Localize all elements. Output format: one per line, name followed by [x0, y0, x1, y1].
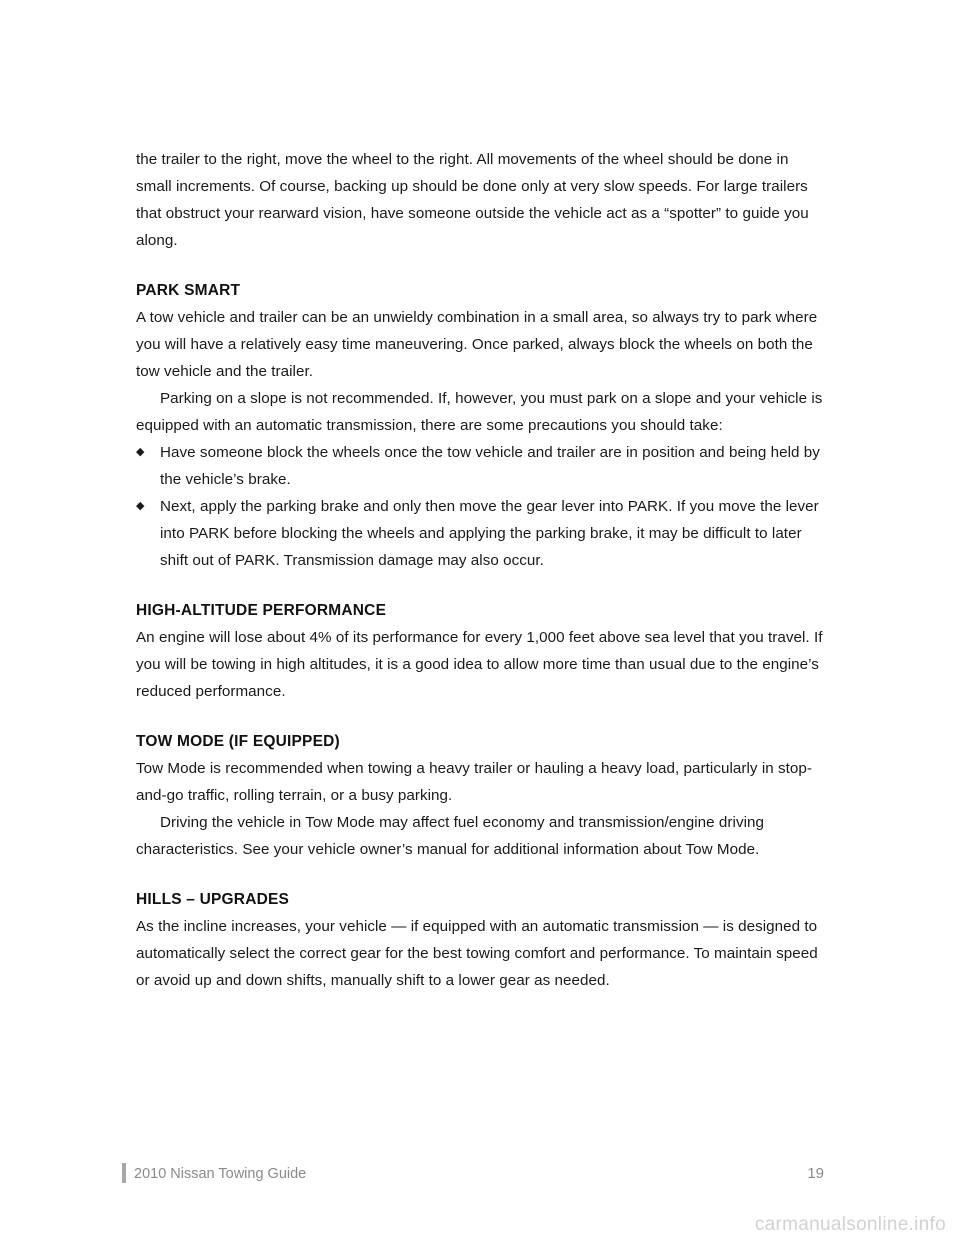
- intro-paragraph: the trailer to the right, move the wheel to the right. All movements of the wheel should be done in small increments. Of course, backing up should be done only at very slow speeds. For large trailers that obstruct your rearward vision, have someone outside the vehicle act as a “spotter” to guide you along.: [136, 151, 809, 249]
- list-item-text: Have someone block the wheels once the tow vehicle and trailer are in position and being held by the vehicle’s brake.: [160, 444, 820, 488]
- list-item-text: Next, apply the parking brake and only then move the gear lever into PARK. If you move the lever into PARK before blocking the wheels and applying the parking brake, it may be difficult to later shift out of PARK. Transmission damage may also occur.: [160, 498, 819, 569]
- list-item: [136, 439, 828, 493]
- hills-paragraph: As the incline increases, your vehicle — if equipped with an automatic transmission — is designed to automatically select the correct gear for the best towing comfort and performance. To maintain speed or avoid up and down shifts, manually shift to a lower gear as needed.: [136, 918, 818, 989]
- section-hills-upgrades: [136, 886, 828, 994]
- park-smart-paragraph-1: A tow vehicle and trailer can be an unwieldy combination in a small area, so always try to park where you will have a relatively easy time maneuvering. Once parked, always block the wheels on both the tow vehicle and the trailer.: [136, 309, 818, 380]
- heading-tow-mode: TOW MODE (IF EQUIPPED): [136, 733, 340, 750]
- heading-park-smart: PARK SMART: [136, 282, 241, 299]
- heading-hills-upgrades: HILLS – UPGRADES: [136, 891, 290, 908]
- section-tow-mode: [136, 728, 828, 863]
- diamond-bullet-icon: ◆: [136, 500, 145, 512]
- list-item: [136, 493, 828, 574]
- heading-high-altitude: HIGH-ALTITUDE PERFORMANCE: [136, 602, 387, 619]
- high-altitude-paragraph: An engine will lose about 4% of its performance for every 1,000 feet above sea level that you travel. If you will be towing in high altitudes, it is a good idea to allow more time than usual due to the engine’s reduced performance.: [136, 629, 823, 700]
- section-park-smart: [136, 277, 828, 574]
- section-high-altitude: [136, 597, 828, 705]
- page-number: 19: [807, 1165, 824, 1182]
- tow-mode-paragraph-1: Tow Mode is recommended when towing a heavy trailer or hauling a heavy load, particularly in stop-and-go traffic, rolling terrain, or a busy parking.: [136, 760, 813, 804]
- park-smart-paragraph-2: Parking on a slope is not recommended. If, however, you must park on a slope and your vehicle is equipped with an automatic transmission, there are some precautions you should take:: [136, 390, 823, 434]
- watermark: carmanualsonline.info: [754, 1214, 946, 1235]
- tow-mode-paragraph-2: Driving the vehicle in Tow Mode may affect fuel economy and transmission/engine driving characteristics. See your vehicle owner’s manual for additional information about Tow Mode.: [136, 814, 765, 858]
- park-smart-bullet-list: [136, 439, 828, 574]
- page-content: [136, 146, 828, 994]
- footer-divider-bar: [122, 1163, 126, 1183]
- footer-title: 2010 Nissan Towing Guide: [134, 1166, 307, 1182]
- diamond-bullet-icon: ◆: [136, 446, 145, 458]
